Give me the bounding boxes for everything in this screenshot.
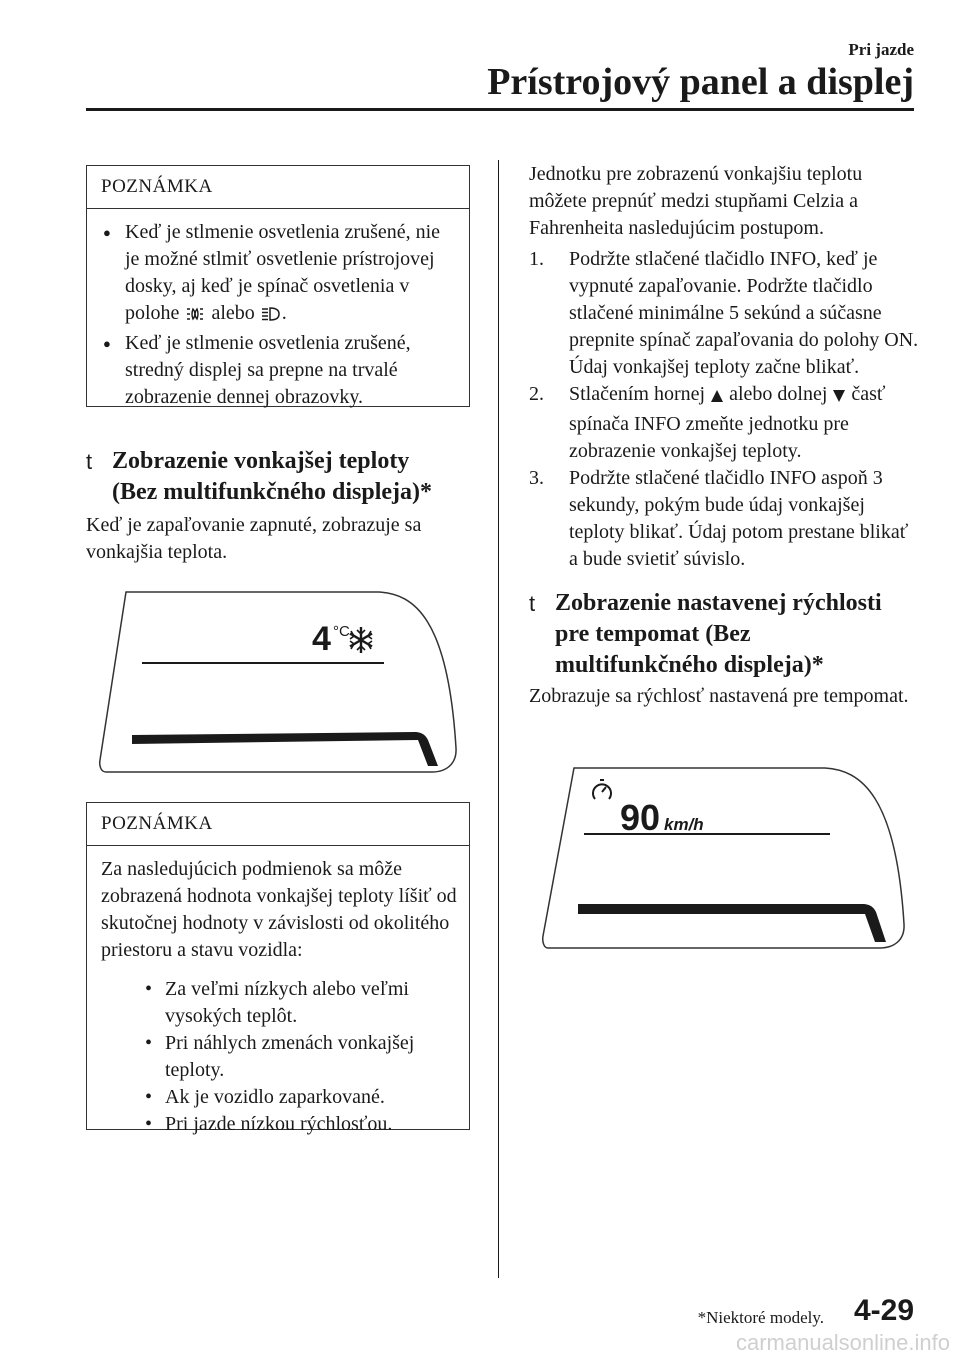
note-body bbox=[87, 846, 469, 1152]
temperature-value: 4 bbox=[312, 620, 331, 658]
page-title: Prístrojový panel a displej bbox=[487, 61, 914, 103]
note-item: • Ak je vozidlo zaparkované. bbox=[101, 1084, 457, 1111]
section-marker: t bbox=[529, 591, 536, 616]
down-triangle-icon bbox=[832, 384, 846, 411]
note-bullet-1: ● Keď je stlmenie osvetlenia zrušené, nie je možné stlmiť osvetlenie prístrojovej dosky, aj keď je spínač osvetlenia v polohe alebo . bbox=[101, 219, 457, 330]
note-item: • Za veľmi nízkych alebo veľmi vysokých teplôt. bbox=[101, 976, 457, 1030]
step-1: 1. Podržte stlačené tlačidlo INFO, keď je vypnuté zapaľovanie. Podržte tlačidlo stlačené minimálne 5 sekúnd a súčasne prepnite spínač zapaľovania do polohy ON. Údaj vonkajšej teploty začne blikať. bbox=[529, 248, 919, 378]
temperature-unit: °C bbox=[333, 623, 350, 640]
note-body bbox=[87, 209, 469, 425]
parking-lights-icon bbox=[184, 303, 206, 330]
cruise-speed-description: Zobrazuje sa rýchlosť nastavená pre tempomat. bbox=[529, 685, 909, 707]
unit-switch-intro: Jednotku pre zobrazenú vonkajšiu teplotu môžete prepnúť medzi stupňami Celzia a Fahrenheita nasledujúcim postupom. bbox=[529, 163, 863, 239]
unit-switch-steps bbox=[529, 246, 921, 573]
page-number: 4-29 bbox=[853, 1294, 914, 1327]
note-box-temp-accuracy bbox=[86, 802, 470, 1135]
running-header-section: Pri jazde bbox=[848, 40, 914, 59]
display-outline bbox=[543, 768, 904, 948]
note-item: • Pri jazde nízkou rýchlosťou. bbox=[101, 1111, 457, 1138]
outside-temp-description: Keď je zapaľovanie zapnuté, zobrazuje sa vonkajšia teplota. bbox=[86, 514, 422, 563]
cruise-speed-value: 90 bbox=[620, 797, 661, 838]
watermark: carmanualsonline.info bbox=[735, 1330, 950, 1355]
note-heading: POZNÁMKA bbox=[87, 166, 469, 209]
step-2: 2. Stlačením hornej alebo dolnej časť spínača INFO zmeňte jednotku pre zobrazenie vonkajšej teploty. bbox=[529, 383, 886, 462]
section-heading-outside-temp: t Zobrazenie vonkajšej teploty (Bez multifunkčného displeja)* bbox=[86, 448, 433, 505]
note-box-dimming bbox=[86, 165, 470, 407]
headlights-icon bbox=[260, 303, 282, 330]
section-marker: t bbox=[86, 449, 93, 474]
note-item: • Pri náhlych zmenách vonkajšej teploty. bbox=[101, 1030, 457, 1084]
note-intro: Za nasledujúcich podmienok sa môže zobrazená hodnota vonkajšej teploty líšiť od skutočnej hodnoty v závislosti od okolitého priestoru a stavu vozidla: bbox=[101, 858, 457, 961]
display-outline bbox=[100, 592, 456, 772]
column-divider bbox=[498, 160, 499, 1278]
step-3: 3. Podržte stlačené tlačidlo INFO aspoň 3 sekundy, pokým bude údaj vonkajšej teploty blikať. Údaj potom prestane blikať a bude svietiť súvislo. bbox=[529, 467, 909, 570]
note-bullet-2: ● Keď je stlmenie osvetlenia zrušené, stredný displej sa prepne na trvalé zobrazenie dennej obrazovky. bbox=[101, 330, 457, 411]
up-triangle-icon bbox=[710, 384, 724, 411]
cruise-speed-unit: km/h bbox=[664, 815, 704, 834]
outside-temp-display-illustration bbox=[96, 588, 461, 780]
note-heading: POZNÁMKA bbox=[87, 803, 469, 846]
footnote: *Niektoré modely. bbox=[697, 1308, 824, 1327]
cruise-speed-display-illustration bbox=[540, 764, 910, 954]
header-rule bbox=[86, 108, 914, 111]
section-heading-cruise-speed: t Zobrazenie nastavenej rýchlosti pre tempomat (Bez multifunkčného displeja)* bbox=[529, 590, 882, 678]
